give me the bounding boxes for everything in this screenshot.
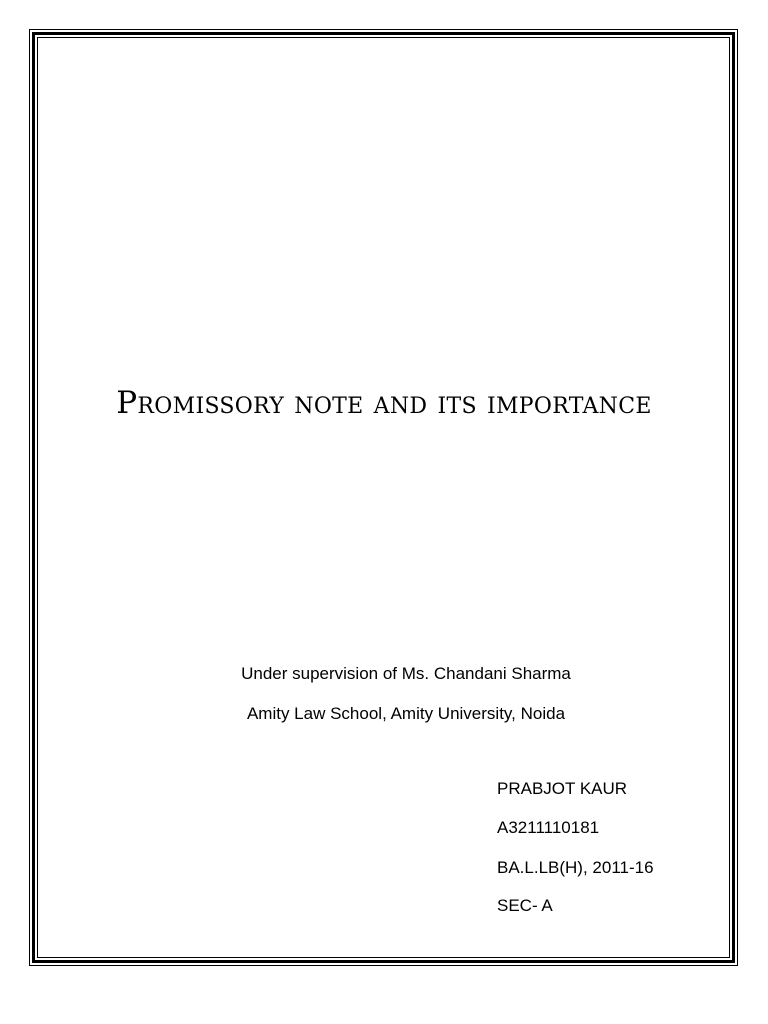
student-name: PRABJOT KAUR — [497, 779, 628, 798]
student-course: BA.L.LB(H), 2011-16 — [497, 858, 654, 877]
institution-line: Amity Law School, Amity University, Noida — [246, 704, 566, 723]
supervisor-line: Under supervision of Ms. Chandani Sharma — [241, 664, 571, 683]
student-section: SEC- A — [497, 896, 553, 915]
student-enrollment-number: A3211110181 — [497, 818, 600, 837]
page-border-inner-line — [37, 37, 730, 958]
document-title: Promissory note and its importance — [116, 385, 652, 421]
page-border — [29, 29, 738, 966]
